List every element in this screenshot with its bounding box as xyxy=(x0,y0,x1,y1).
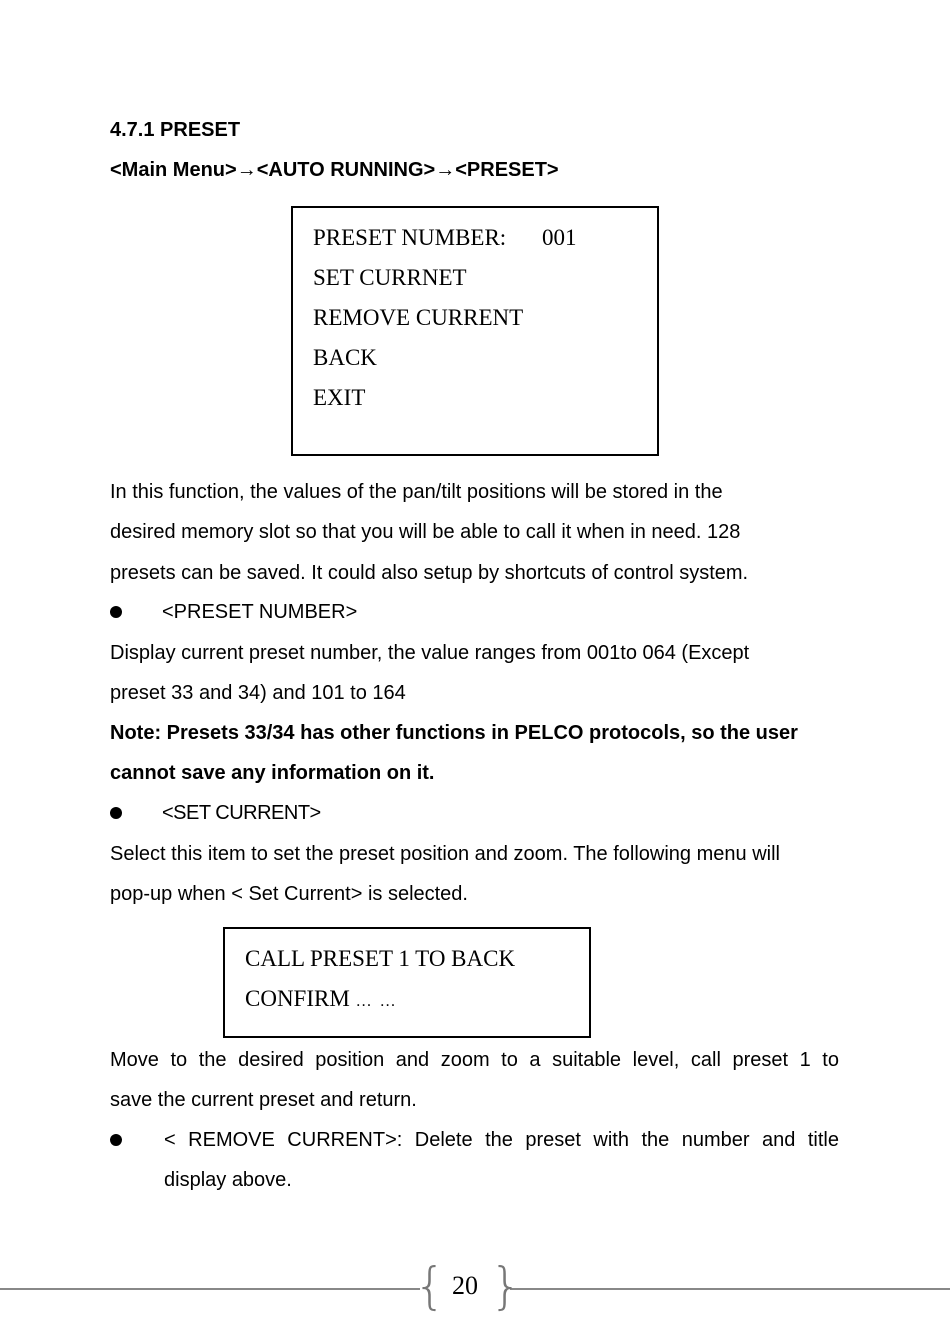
intro-line-3: presets can be saved. It could also setup by shortcuts of control system. xyxy=(110,562,749,584)
left-brace-icon: { xyxy=(414,1257,446,1315)
preset-number-desc-line-2: preset 33 and 34) and 101 to 164 xyxy=(110,682,406,704)
intro-line-2: desired memory slot so that you will be able to call it when in need. 128 xyxy=(110,521,741,543)
menu-item-exit: EXIT xyxy=(313,385,366,410)
preset-number-value: 001 xyxy=(542,225,577,250)
breadcrumb: <Main Menu>→<AUTO RUNNING>→<PRESET> xyxy=(110,159,559,181)
remove-current-line-1: < REMOVE CURRENT>: Delete the preset with the number and title xyxy=(164,1129,839,1151)
preset-menu-box xyxy=(291,206,659,456)
set-current-desc-line-2: pop-up when < Set Current> is selected. xyxy=(110,883,468,905)
menu-item-remove-current: REMOVE CURRENT xyxy=(313,305,524,330)
note-line-1: Note: Presets 33/34 has other functions in PELCO protocols, so the user xyxy=(110,722,798,744)
menu-item-preset-number: PRESET NUMBER: xyxy=(313,225,507,250)
bullet-icon xyxy=(110,606,122,618)
footer-rule-left xyxy=(0,1288,420,1290)
bullet-icon xyxy=(110,807,122,819)
popup-confirm-label: CONFIRM xyxy=(245,986,350,1011)
page-number: 20 xyxy=(452,1271,478,1300)
footer-rule-right xyxy=(510,1288,950,1290)
menu-item-set-current: SET CURRNET xyxy=(313,265,467,290)
right-brace-icon: } xyxy=(490,1257,522,1315)
section-heading: 4.7.1 PRESET xyxy=(110,119,241,141)
bullet-icon xyxy=(110,1134,122,1146)
after-popup-line-2: save the current preset and return. xyxy=(110,1089,417,1111)
popup-line-confirm xyxy=(245,979,398,1022)
set-current-desc-line-1: Select this item to set the preset position and zoom. The following menu will xyxy=(110,843,780,865)
preset-number-desc-line-1: Display current preset number, the value ranges from 001to 064 (Except xyxy=(110,642,750,664)
bullet-label-set-current: <SET CURRENT> xyxy=(162,802,321,824)
popup-confirm-dots: … … xyxy=(355,993,398,1010)
bullet-label-preset-number: <PRESET NUMBER> xyxy=(162,601,358,623)
after-popup-line-1: Move to the desired position and zoom to a suitable level, call preset 1 to xyxy=(110,1049,839,1071)
popup-menu-box xyxy=(223,927,591,1038)
popup-line-call-preset: CALL PRESET 1 TO BACK xyxy=(245,946,516,971)
menu-item-back: BACK xyxy=(313,345,377,370)
note-line-2: cannot save any information on it. xyxy=(110,762,435,784)
remove-current-line-2: display above. xyxy=(164,1169,292,1191)
intro-line-1: In this function, the values of the pan/tilt positions will be stored in the xyxy=(110,481,723,503)
